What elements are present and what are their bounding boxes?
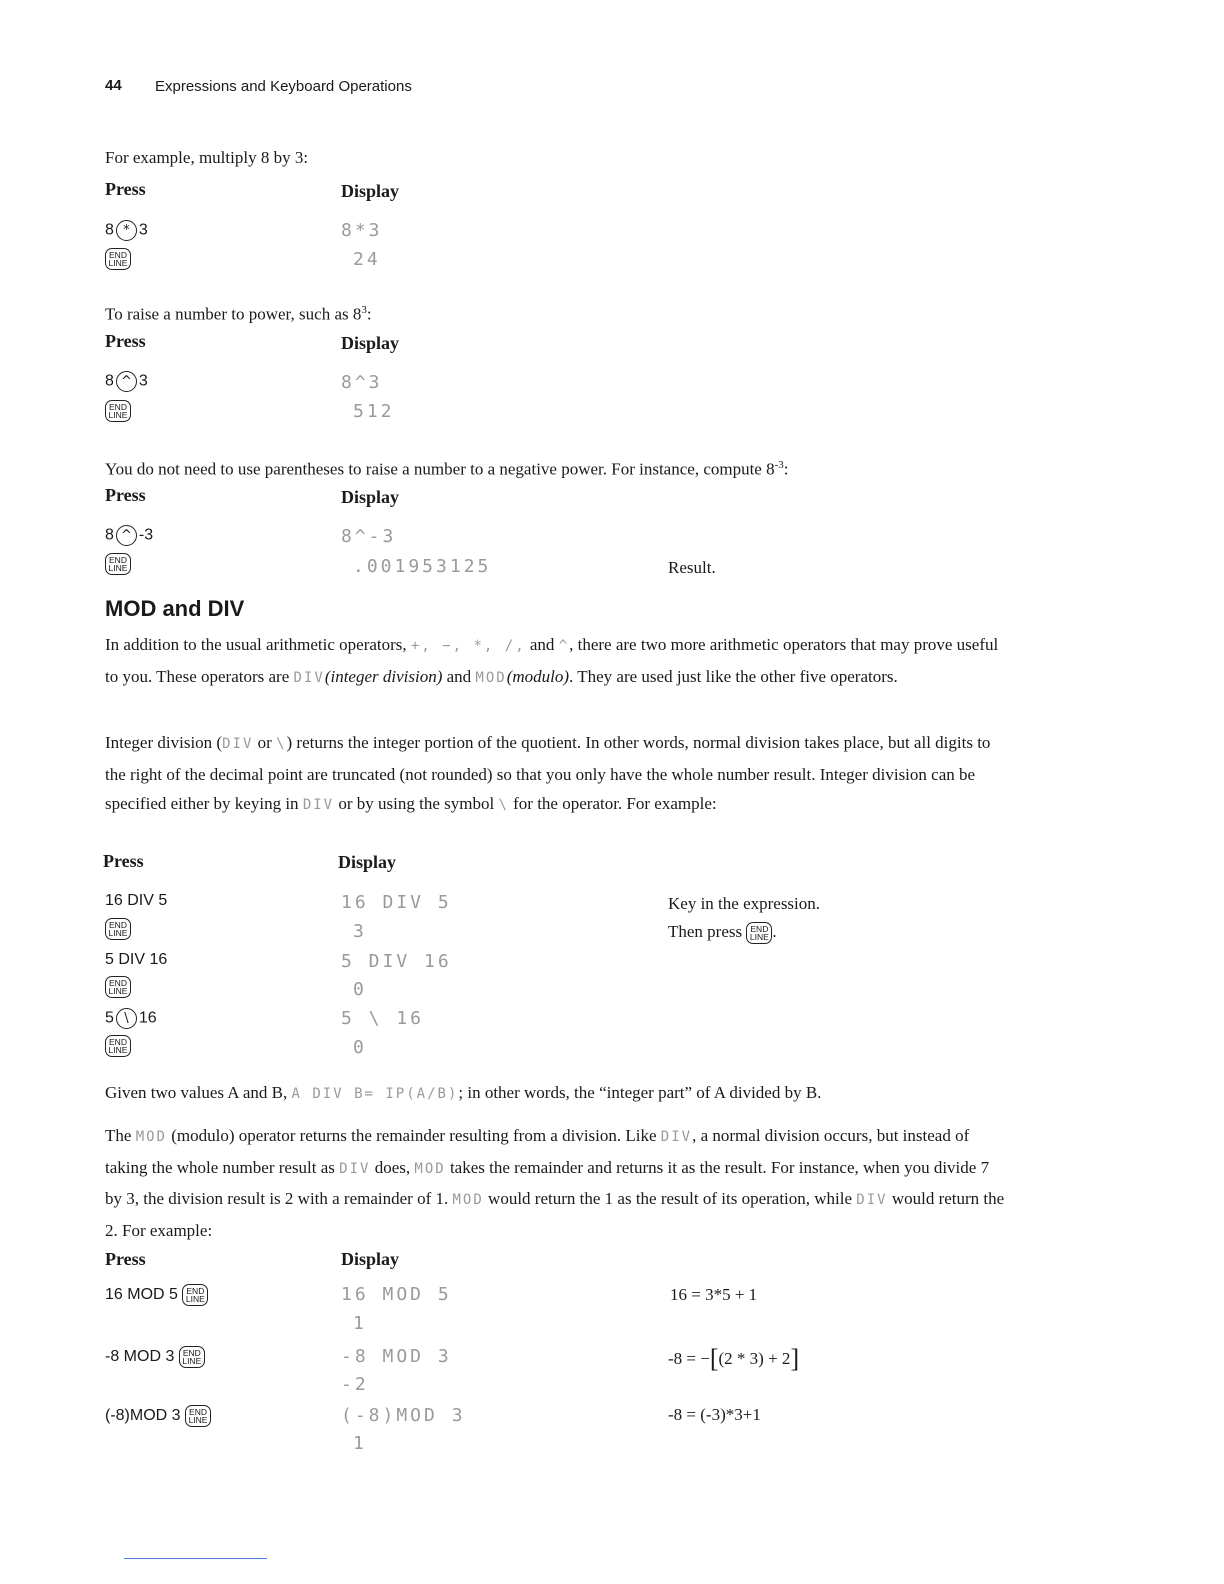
display-column-header: Display bbox=[338, 852, 397, 872]
display-result: 0 bbox=[353, 979, 367, 1000]
display-result: 3 bbox=[353, 921, 367, 942]
end-line-key: END LINE bbox=[105, 248, 131, 270]
display-result: 1 bbox=[353, 1433, 367, 1454]
end-line-key: END LINE bbox=[105, 1035, 131, 1057]
row-note: -8 = (-3)*3+1 bbox=[668, 1405, 761, 1424]
display-readout: -8 MOD 3 bbox=[341, 1346, 452, 1367]
result-note: Result. bbox=[668, 558, 716, 577]
end-line-key: END LINE bbox=[105, 400, 131, 422]
press-column-header: Press bbox=[105, 179, 146, 199]
keystroke-row: 8 ^ 3 bbox=[105, 371, 148, 392]
paragraph-div-definition: Given two values A and B, A DIV B= IP(A/B); in other words, the “integer part” of A divided by B. bbox=[105, 1083, 822, 1102]
end-line-key: END LINE bbox=[105, 976, 131, 998]
display-result: -2 bbox=[341, 1374, 369, 1395]
section-heading: MOD and DIV bbox=[105, 596, 245, 621]
display-result: .001953125 bbox=[353, 556, 492, 577]
row-note: 16 = 3*5 + 1 bbox=[670, 1285, 758, 1304]
display-column-header: Display bbox=[341, 1249, 400, 1269]
display-readout: 8*3 bbox=[341, 220, 383, 241]
end-line-key: END LINE bbox=[179, 1346, 205, 1368]
display-readout: 5 \ 16 bbox=[341, 1008, 425, 1029]
integer-divide-key: \ bbox=[116, 1008, 137, 1029]
keystroke-row: 5 \ 16 bbox=[105, 1008, 157, 1029]
end-line-key: END LINE bbox=[105, 553, 131, 575]
page-number: 44 bbox=[105, 77, 122, 94]
display-readout: 8^-3 bbox=[341, 526, 397, 547]
end-line-key: END LINE bbox=[105, 918, 131, 940]
end-line-key: END LINE bbox=[182, 1284, 208, 1306]
press-column-header: Press bbox=[105, 331, 146, 351]
multiply-key: * bbox=[116, 220, 137, 241]
keystroke-row: 8 * 3 bbox=[105, 220, 148, 241]
row-note: -8 = −[(2 * 3) + 2] bbox=[668, 1344, 800, 1373]
row-note: Key in the expression. bbox=[668, 894, 821, 913]
display-result: 1 bbox=[353, 1313, 367, 1334]
display-column-header: Display bbox=[341, 487, 400, 507]
display-column-header: Display bbox=[341, 333, 400, 353]
intro-negative-power: You do not need to use parentheses to raise a number to a negative power. For instance, compute $8^{-3}$: bbox=[105, 459, 789, 479]
keystroke-row: 16 DIV 5 bbox=[105, 892, 168, 909]
display-column-header: Display bbox=[341, 181, 400, 201]
keystroke-row: -8 MOD 3 END LINE bbox=[105, 1346, 205, 1368]
display-result: 512 bbox=[353, 401, 395, 422]
end-line-key: END LINE bbox=[185, 1405, 211, 1427]
display-readout: 16 MOD 5 bbox=[341, 1284, 452, 1305]
display-result: 24 bbox=[353, 249, 381, 270]
keystroke-row: 5 DIV 16 bbox=[105, 951, 168, 968]
press-column-header: Press bbox=[103, 851, 144, 871]
display-readout: 8^3 bbox=[341, 372, 383, 393]
intro-power: To raise a number to power, such as $8^3$: bbox=[105, 304, 372, 324]
paragraph-operators: In addition to the usual arithmetic operators, +, −, *, /, and ^, there are two more arithmetic operators that may prove useful to you. These operators are DIV(integer division) and MOD(modulo). They are used just like the other five operators. bbox=[105, 635, 999, 686]
power-key: ^ bbox=[116, 525, 137, 546]
end-line-key: END LINE bbox=[746, 922, 772, 944]
press-column-header: Press bbox=[105, 1249, 146, 1269]
display-readout: 5 DIV 16 bbox=[341, 951, 452, 972]
display-result: 0 bbox=[353, 1037, 367, 1058]
display-readout: (-8)MOD 3 bbox=[341, 1405, 466, 1426]
row-note: Then press END LINE . bbox=[668, 922, 777, 943]
running-title: Expressions and Keyboard Operations bbox=[155, 78, 412, 95]
paragraph-modulo: The MOD (modulo) operator returns the remainder resulting from a division. Like DIV, a normal division occurs, but instead of taking the whole number result as DIV does, MOD takes the remainder and returns it as the result. For instance, when you divide 7 by 3, the division result is 2 with a remainder of 1. MOD would return the 1 as the result of its operation, while DIV would return the 2. For example: bbox=[105, 1126, 1005, 1240]
power-key: ^ bbox=[116, 371, 137, 392]
keystroke-row: 16 MOD 5 END LINE bbox=[105, 1284, 208, 1306]
paragraph-integer-division: Integer division (DIV or \) returns the integer portion of the quotient. In other words, normal division takes place, but all digits to the right of the decimal point are truncated (not rounded) so that you only have the whole number result. Integer division can be specified either by keying in DIV or by using the symbol \ for the operator. For example: bbox=[105, 733, 991, 813]
intro-multiply: For example, multiply 8 by 3: bbox=[105, 148, 309, 167]
press-column-header: Press bbox=[105, 485, 146, 505]
keystroke-row: 8 ^ -3 bbox=[105, 525, 153, 546]
footer-rule bbox=[124, 1558, 267, 1559]
display-readout: 16 DIV 5 bbox=[341, 892, 452, 913]
keystroke-row: (-8)MOD 3 END LINE bbox=[105, 1405, 211, 1427]
